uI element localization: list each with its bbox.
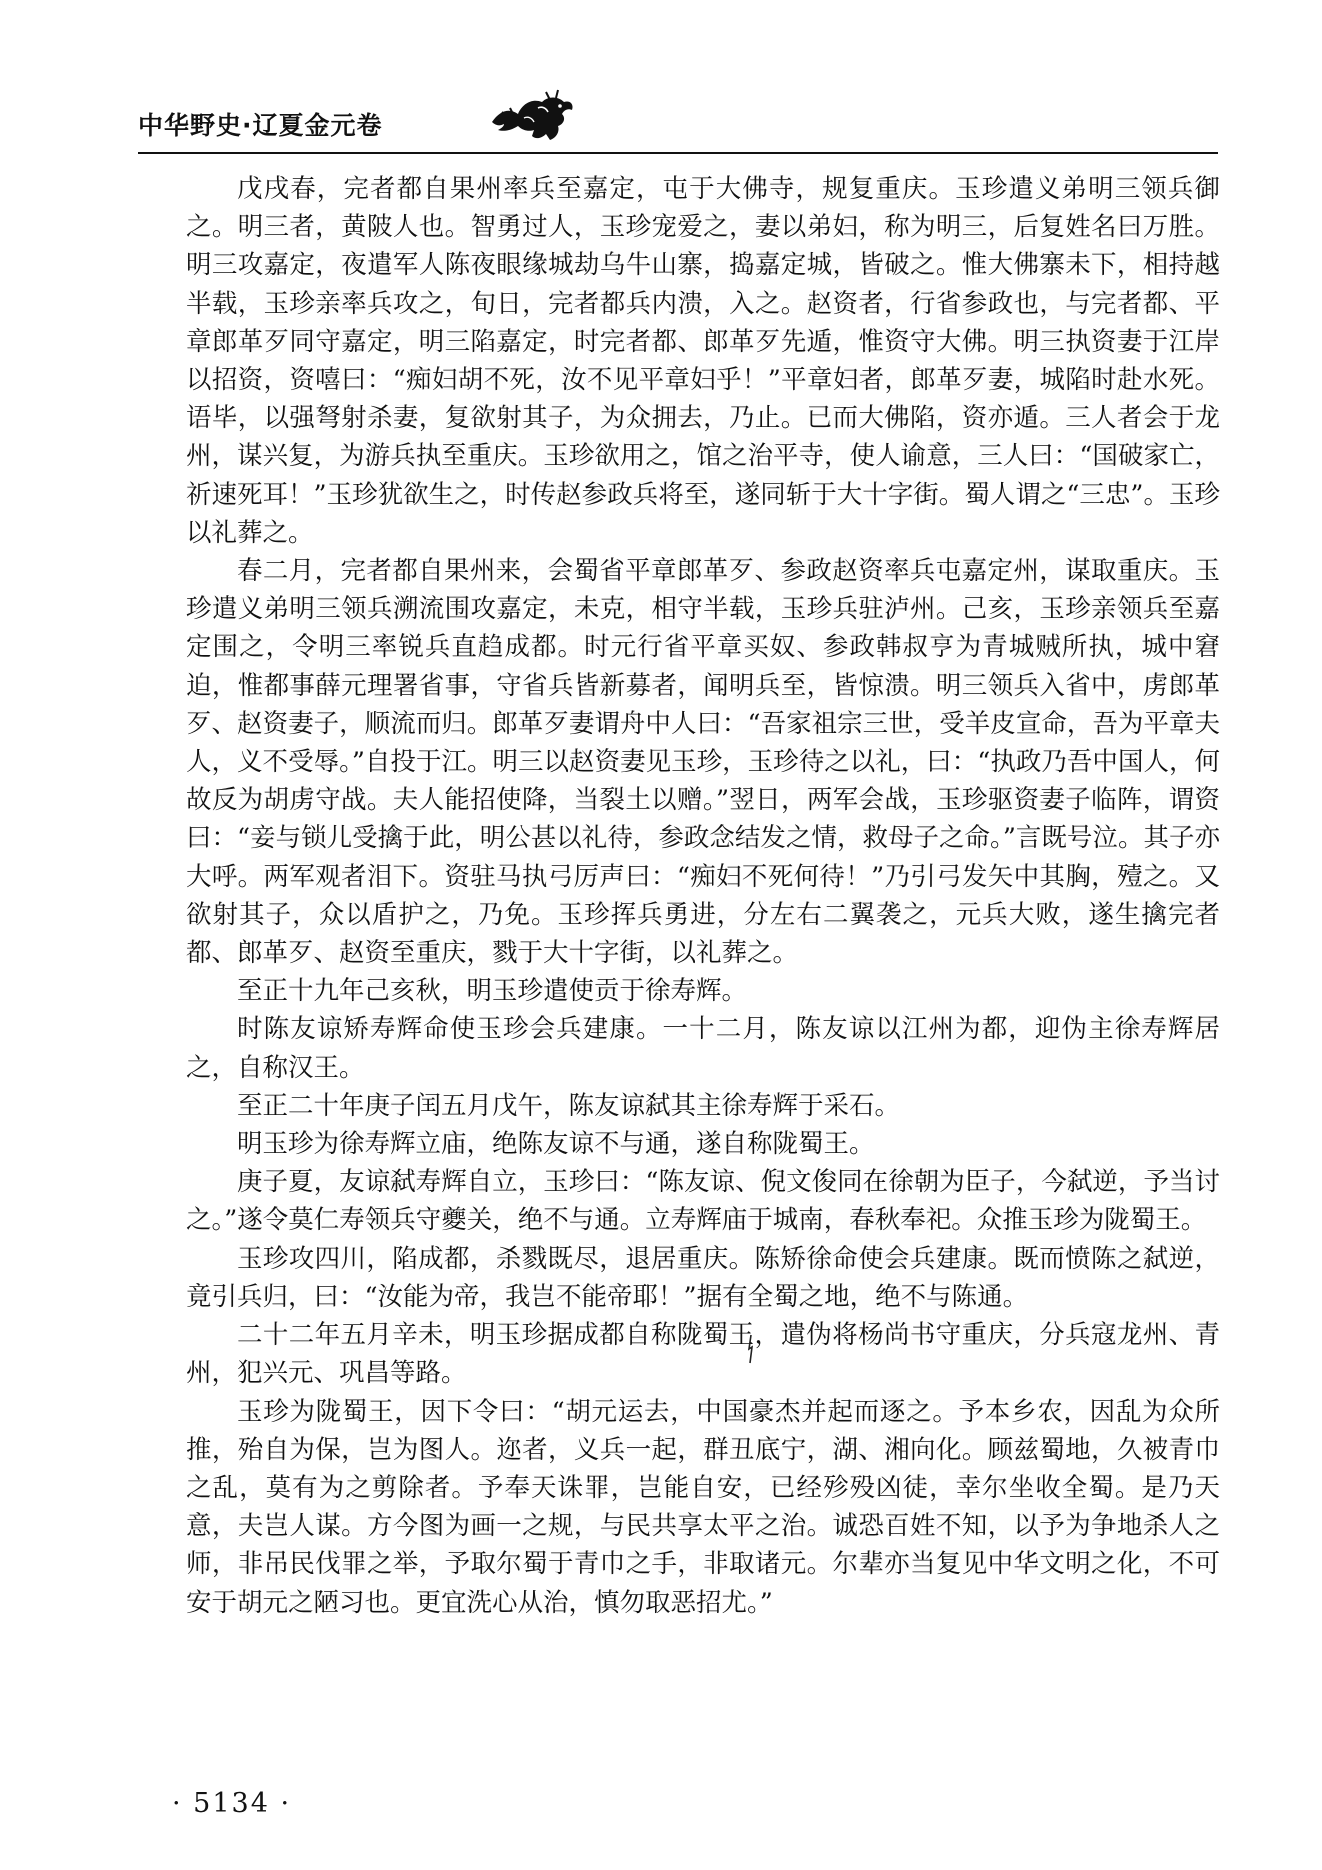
- paragraph: 春二月，完者都自果州来，会蜀省平章郎革歹、参政赵资率兵屯嘉定州，谋取重庆。玉珍遣义弟明三领兵溯流围攻嘉定，未克，相守半载，玉珍兵驻泸州。己亥，玉珍亲领兵至嘉定围之，令明三率锐兵直趋成都。时元行省平章买奴、参政韩叔亨为青城贼所执，城中窘迫，惟都事薛元理署省事，守省兵皆新募者，闻明兵至，皆惊溃。明三领兵入省中，虏郎革歹、赵资妻子，顺流而归。郎革歹妻谓舟中人曰：“吾家祖宗三世，受羊皮宣命，吾为平章夫人，义不受辱。”自投于江。明三以赵资妻见玉珍，玉珍待之以礼，曰：“执政乃吾中国人，何故反为胡虏守战。夫人能招使降，当裂土以赠。”翌日，两军会战，玉珍驱资妻子临阵，谓资曰：“妾与锁儿受擒于此，明公甚以礼待，参政念结发之情，救母子之命。”言既号泣。其子亦大呼。两军观者泪下。资驻马执弓厉声曰：“痴妇不死何待！”乃引弓发矢中其胸，殪之。又欲射其子，众以盾护之，乃免。玉珍挥兵勇进，分左右二翼袭之，元兵大败，遂生擒完者都、郎革歹、赵资至重庆，戮于大十字街，以礼葬之。: [186, 556, 1220, 969]
- paragraph: 玉珍攻四川，陷成都，杀戮既尽，退居重庆。陈矫徐命使会兵建康。既而愤陈之弑逆，竟引兵归，曰：“汝能为帝，我岂不能帝耶！”据有全蜀之地，绝不与陈通。: [186, 1243, 1220, 1312]
- paragraph: 时陈友谅矫寿辉命使玉珍会兵建康。一十二月，陈友谅以江州为都，迎伪主徐寿辉居之，自称汉王。: [186, 1014, 1220, 1083]
- paragraph: 庚子夏，友谅弑寿辉自立，玉珍曰：“陈友谅、倪文俊同在徐朝为臣子，今弑逆，予当讨之。”遂令莫仁寿领兵守夔关，绝不与通。立寿辉庙于城南，春秋奉祀。众推玉珍为陇蜀王。: [186, 1167, 1220, 1236]
- paragraph: 至正二十年庚子闰五月戊午，陈友谅弑其主徐寿辉于采石。: [237, 1090, 901, 1121]
- paragraph: 明玉珍为徐寿辉立庙，绝陈友谅不与通，遂自称陇蜀王。: [237, 1129, 875, 1160]
- paragraph: 玉珍为陇蜀王，因下令曰：“胡元运去，中国豪杰并起而逐之。予本乡农，因乱为众所推，殆自为保，岂为图人。迩者，义兵一起，群丑底宁，湖、湘向化。顾兹蜀地，久被青巾之乱，莫有为之剪除者。予奉天诛罪，岂能自安，已经殄殁凶徒，幸尔坐收全蜀。是乃天意，夫岂人谋。方今图为画一之规，与民共享太平之治。诚恐百姓不知，以予为争地杀人之师，非吊民伐罪之举，予取尔蜀于青巾之手，非取诸元。尔辈亦当复见中华文明之化，不可安于胡元之陋习也。更宜洗心从治，慎勿取恶招尤。”: [186, 1396, 1220, 1618]
- paragraph: 戊戌春，完者都自果州率兵至嘉定，屯于大佛寺，规复重庆。玉珍遣义弟明三领兵御之。明三者，黄陂人也。智勇过人，玉珍宠爱之，妻以弟妇，称为明三，后复姓名曰万胜。明三攻嘉定，夜遣军人陈夜眼缘城劫乌牛山寨，捣嘉定城，皆破之。惟大佛寨未下，相持越半载，玉珍亲率兵攻之，旬日，完者都兵内溃，入之。赵资者，行省参政也，与完者都、平章郎革歹同守嘉定，明三陷嘉定，时完者都、郎革歹先遁，惟资守大佛。明三执资妻于江岸以招资，资嘻曰：“痴妇胡不死，汝不见平章妇乎！”平章妇者，郎革歹妻，城陷时赴水死。语毕，以强弩射杀妻，复欲射其子，为众拥去，乃止。已而大佛陷，资亦遁。三人者会于龙州，谋兴复，为游兵执至重庆。玉珍欲用之，馆之治平寺，使人谕意，三人曰：“国破家亡，祈速死耳！”玉珍犹欲生之，时传赵参政兵将至，遂同斩于大十字街。蜀人谓之“三忠”。玉珍以礼葬之。: [186, 174, 1220, 548]
- paragraph: 二十二年五月辛未，明玉珍据成都自称陇蜀王，遣伪将杨尚书守重庆，分兵寇龙州、青州，犯兴元、巩昌等路。: [186, 1320, 1220, 1389]
- running-header: [138, 102, 1218, 146]
- page-number: · 5134 ·: [172, 1788, 292, 1819]
- book-title: 中华野史·辽夏金元卷: [138, 111, 383, 140]
- page-body: [186, 170, 1220, 1622]
- header-rule: [138, 152, 1218, 154]
- dragon-emblem-icon: [488, 88, 578, 144]
- paragraph: 至正十九年己亥秋，明玉珍遣使贡于徐寿辉。: [237, 976, 748, 1007]
- ink-speck: [746, 1333, 756, 1365]
